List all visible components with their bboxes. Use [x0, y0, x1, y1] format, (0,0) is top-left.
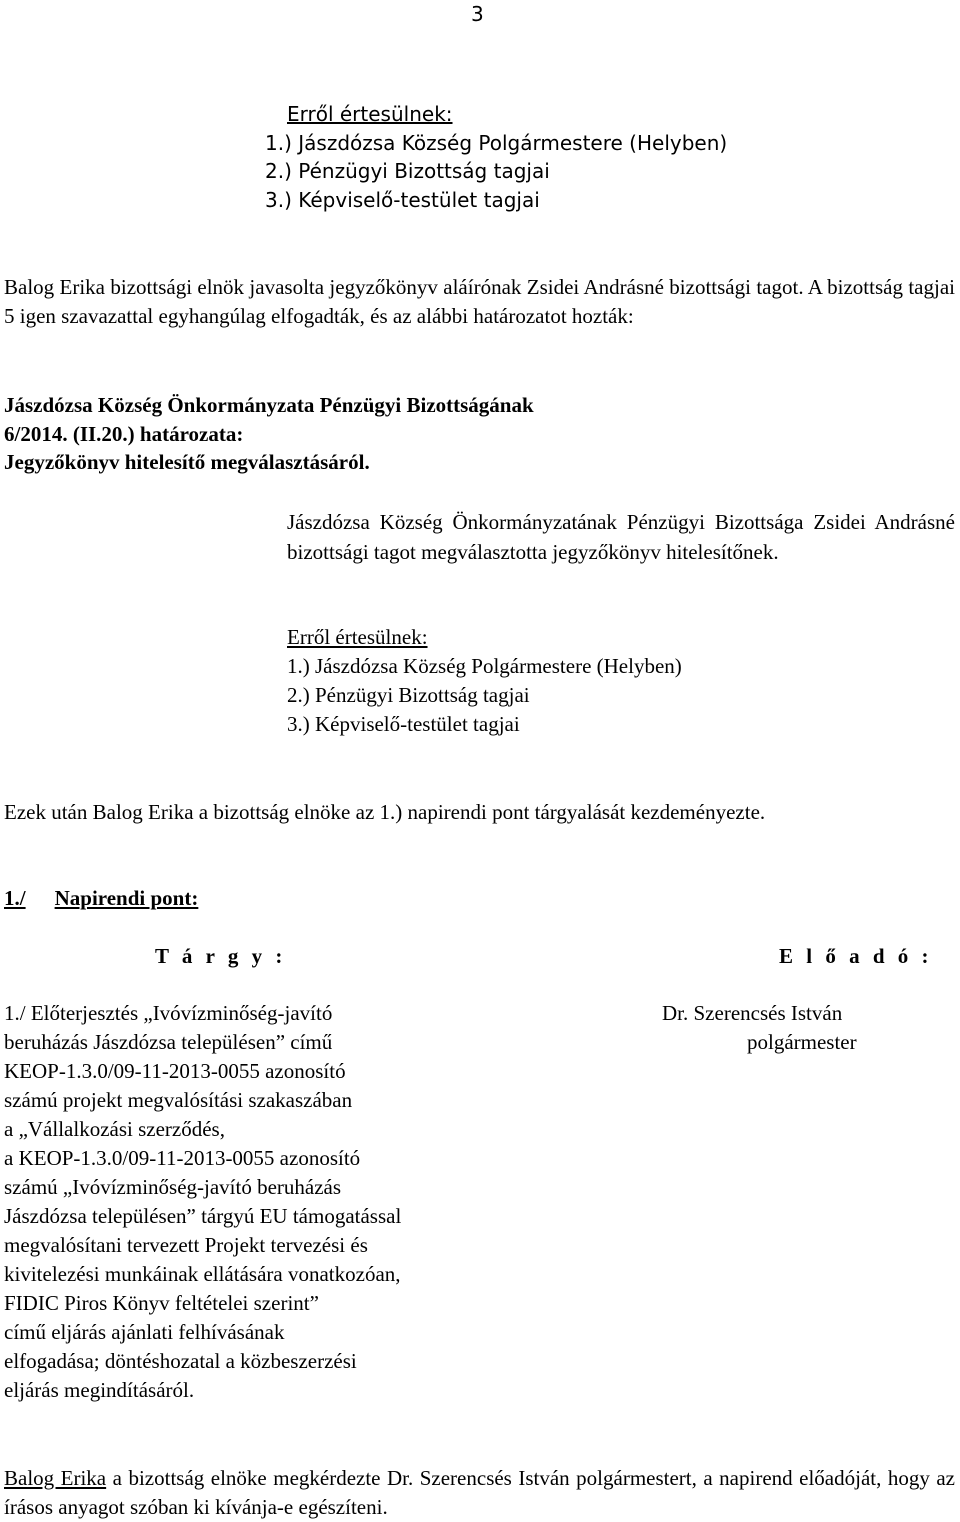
subject-line: 1./ Előterjesztés „Ivóvízminőség-javító [4, 1001, 333, 1025]
agenda-heading [4, 884, 198, 913]
presenter-heading: E l ő a d ó : [779, 944, 933, 968]
subject-line: KEOP-1.3.0/09-11-2013-0055 azonosító [4, 1059, 346, 1083]
subject-line: elfogadása; döntéshozatal a közbeszerzési [4, 1349, 357, 1373]
notice-item: 1.) Jászdózsa Község Polgármestere (Helyben) [287, 654, 682, 678]
paragraph-agenda-start: Ezek után Balog Erika a bizottság elnöke az 1.) napirendi pont tárgyalását kezdeményezte. [4, 800, 766, 824]
notice-item: 1.) Jászdózsa Község Polgármestere (Helyben) [265, 131, 728, 155]
paragraph-election-proposal: Balog Erika bizottsági elnök javasolta jegyzőkönyv aláírónak Zsidei Andrásné bizottsági tagot. A bizottság tagjai 5 igen szavazattal egyhangúlag elfogadták, és az alábbi határozatot hozták: [4, 275, 955, 328]
notice-heading: Erről értesülnek: [287, 625, 428, 649]
paragraph-question-text: a bizottság elnöke megkérdezte Dr. Szerencsés István polgármestert, a napirend előadóját, hogy az írásos anyagot szóban ki kívánja-e egészíteni. [4, 1466, 955, 1519]
subject-line: eljárás megindításáról. [4, 1378, 195, 1402]
subject-line: kivitelezési munkáinak ellátására vonatkozóan, [4, 1262, 401, 1286]
notice-item: 3.) Képviselő-testület tagjai [265, 188, 540, 212]
notice-item: 2.) Pénzügyi Bizottság tagjai [287, 683, 530, 707]
subject-line: FIDIC Piros Könyv feltételei szerint” [4, 1291, 319, 1315]
subject-line: Jászdózsa településen” tárgyú EU támogatással [4, 1204, 402, 1228]
notice-item: 2.) Pénzügyi Bizottság tagjai [265, 159, 550, 183]
paragraph-question [4, 1464, 955, 1522]
notice-item: 3.) Képviselő-testület tagjai [287, 712, 520, 736]
resolution-line: Jászdózsa Község Önkormányzata Pénzügyi Bizottságának [4, 393, 534, 417]
subject-line: a „Vállalkozási szerződés, [4, 1117, 225, 1141]
resolution-line: Jegyzőkönyv hitelesítő megválasztásáról. [4, 450, 370, 474]
presenter-name: Dr. Szerencsés István [662, 1001, 843, 1025]
subject-line: számú „Ivóvízminőség-javító beruházás [4, 1175, 342, 1199]
resolution-line: 6/2014. (II.20.) határozata: [4, 422, 244, 446]
subject-heading: T á r g y : [155, 944, 287, 968]
page-number: 3 [471, 2, 484, 26]
presenter-title: polgármester [747, 1030, 857, 1054]
subject-line: beruházás Jászdózsa településen” című [4, 1030, 333, 1054]
subject-line: számú projekt megvalósítási szakaszában [4, 1088, 353, 1112]
subject-line: a KEOP-1.3.0/09-11-2013-0055 azonosító [4, 1146, 361, 1170]
agenda-title: Napirendi pont: [54, 886, 199, 910]
agenda-number: 1./ [4, 886, 26, 910]
subject-line: megvalósítani tervezett Projekt tervezési és [4, 1233, 368, 1257]
notice-heading: Erről értesülnek: [287, 102, 453, 126]
resolution-text: Jászdózsa Község Önkormányzatának Pénzügyi Bizottsága Zsidei Andrásné bizottsági tagot megválasztotta jegyzőkönyv hitelesítőnek. [287, 510, 955, 564]
chair-name: Balog Erika [4, 1466, 107, 1490]
subject-line: című eljárás ajánlati felhívásának [4, 1320, 285, 1344]
